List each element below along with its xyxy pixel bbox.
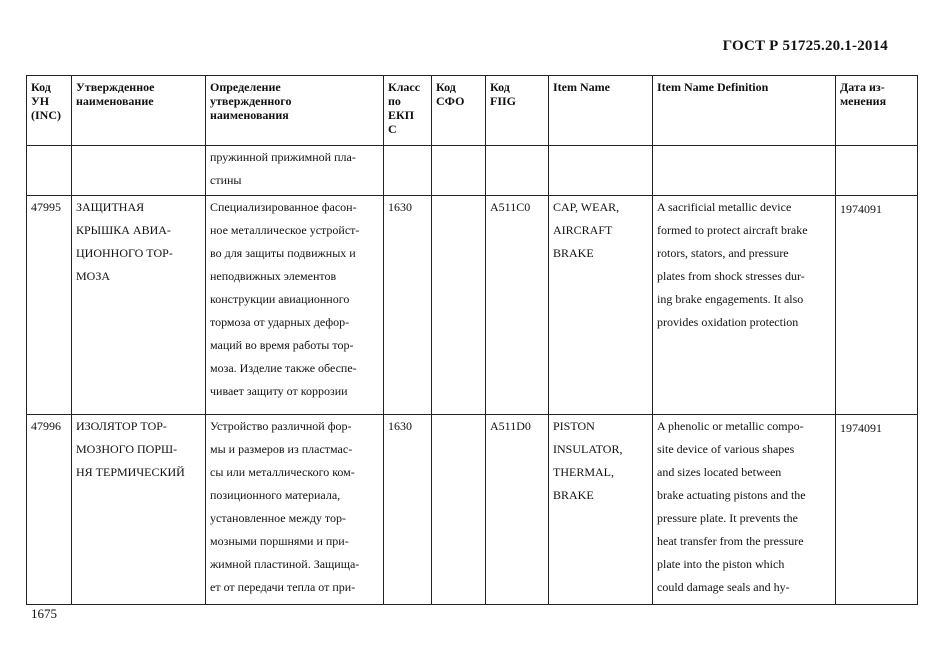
cell-item-definition-line: brake actuating pistons and the [657, 488, 806, 502]
column-header-line: УН [31, 94, 50, 108]
column-header-3 [384, 76, 432, 146]
cell-item-name [549, 146, 653, 196]
column-header-line: FIIG [490, 94, 517, 108]
cell-definition-line: тормоза от ударных дефор- [210, 315, 350, 329]
cell-date [836, 146, 918, 196]
column-header-8 [836, 76, 918, 146]
column-header-line: (INC) [31, 108, 61, 122]
cell-definition-line: неподвижных элементов [210, 269, 337, 283]
cell-fiig [486, 146, 549, 196]
cell-item-name-line: THERMAL, [553, 465, 614, 479]
cell-definition-line: маций во время работы тор- [210, 338, 354, 352]
column-header-line: Код [436, 80, 456, 94]
cell-name [72, 415, 206, 605]
cell-sfo [432, 146, 486, 196]
cell-inc: 47995 [27, 196, 72, 415]
cell-definition-line: мы и размеров из пластмас- [210, 442, 353, 456]
cell-name-line: КРЫШКА АВИА- [76, 223, 171, 237]
cell-item-definition-line: site device of various shapes [657, 442, 795, 456]
column-header-line: ЕКП [388, 108, 415, 122]
cell-fiig: A511C0 [486, 196, 549, 415]
column-header-line: менения [840, 94, 887, 108]
specification-table [26, 75, 918, 605]
cell-item-definition-line: pressure plate. It prevents the [657, 511, 798, 525]
cell-item-definition-line: A phenolic or metallic compo- [657, 419, 804, 433]
column-header-line: Код [490, 80, 510, 94]
cell-name-line: НЯ ТЕРМИЧЕСКИЙ [76, 465, 185, 479]
cell-definition-line: ное металлическое устройст- [210, 223, 360, 237]
column-header-line: наименование [76, 94, 154, 108]
column-header-2 [206, 76, 384, 146]
cell-item-definition-line: plate into the piston which [657, 557, 785, 571]
cell-class [384, 146, 432, 196]
cell-definition-line: установленное между тор- [210, 511, 347, 525]
column-header-line: утвержденного [210, 94, 292, 108]
cell-item-name-line: BRAKE [553, 246, 594, 260]
cell-definition-line: Специализированное фасон- [210, 200, 357, 214]
column-header-6 [549, 76, 653, 146]
cell-item-definition-line: rotors, stators, and pressure [657, 246, 789, 260]
cell-definition-line: моза. Изделие также обеспе- [210, 361, 357, 375]
cell-class: 1630 [384, 415, 432, 605]
cell-definition-line: сы или металлического ком- [210, 465, 355, 479]
cell-item-definition-line: provides oxidation protection [657, 315, 799, 329]
cell-name [72, 196, 206, 415]
column-header-line: Дата из- [840, 80, 885, 94]
cell-item-definition-line: and sizes located between [657, 465, 782, 479]
cell-item-name-line: INSULATOR, [553, 442, 623, 456]
cell-item-definition-line: formed to protect aircraft brake [657, 223, 808, 237]
cell-definition-line: ет от передачи тепла от при- [210, 580, 356, 594]
cell-inc [27, 146, 72, 196]
column-header-7 [653, 76, 836, 146]
cell-item-definition-line: heat transfer from the pressure [657, 534, 804, 548]
cell-name-line: МОЗНОГО ПОРШ- [76, 442, 178, 456]
definition-line: стины [210, 173, 242, 187]
cell-sfo [432, 196, 486, 415]
cell-definition-line: мозными поршнями и при- [210, 534, 349, 548]
cell-item-name-line: AIRCRAFT [553, 223, 613, 237]
table-row [27, 196, 918, 415]
cell-definition-line: во для защиты подвижных и [210, 246, 356, 260]
cell-item-definition-line: plates from shock stresses dur- [657, 269, 805, 283]
cell-definition-line: конструкции авиационного [210, 292, 350, 306]
cell-item-definition-line: could damage seals and hy- [657, 580, 790, 594]
cell-item-name-line: CAP, WEAR, [553, 200, 620, 214]
cell-class: 1630 [384, 196, 432, 415]
table-row [27, 415, 918, 605]
cell-item-definition-line: ing brake engagements. It also [657, 292, 804, 306]
cell-date: 1974091 [836, 196, 918, 415]
page-number: 1675 [31, 606, 57, 621]
cell-item-definition [653, 196, 836, 415]
definition-line: пружинной прижимной пла- [210, 150, 356, 164]
cell-definition-line: чивает защиту от коррозии [210, 384, 348, 398]
column-header-line: Утвержденное [76, 80, 155, 94]
cell-name-line: ИЗОЛЯТОР ТОР- [76, 419, 167, 433]
column-header-line: Item Name Definition [657, 80, 769, 94]
column-header-1 [72, 76, 206, 146]
cell-fiig: A511D0 [486, 415, 549, 605]
cell-item-definition [653, 415, 836, 605]
cell-definition [206, 196, 384, 415]
cell-item-definition [653, 146, 836, 196]
column-header-line: Класс [388, 80, 421, 94]
cell-inc: 47996 [27, 415, 72, 605]
cell-name-line: МОЗА [76, 269, 111, 283]
cell-item-name [549, 196, 653, 415]
cell-definition-line: позиционного материала, [210, 488, 341, 502]
column-header-line: наименования [210, 108, 289, 122]
cell-definition-line: Устройство различной фор- [210, 419, 352, 433]
document-standard-code: ГОСТ Р 51725.20.1-2014 [722, 38, 888, 54]
cell-item-definition-line: A sacrificial metallic device [657, 200, 792, 214]
cell-item-name [549, 415, 653, 605]
cell-item-name-line: BRAKE [553, 488, 594, 502]
cell-name [72, 146, 206, 196]
cell-sfo [432, 415, 486, 605]
table-header-row [27, 76, 918, 146]
cell-date: 1974091 [836, 415, 918, 605]
cell-definition [206, 415, 384, 605]
cell-name-line: ЦИОННОГО ТОР- [76, 246, 173, 260]
column-header-line: по [388, 94, 401, 108]
cell-item-name-line: PISTON [553, 419, 595, 433]
cell-definition [206, 146, 384, 196]
column-header-0 [27, 76, 72, 146]
column-header-line: Код [31, 80, 51, 94]
table-row-continuation [27, 146, 918, 196]
cell-name-line: ЗАЩИТНАЯ [76, 200, 145, 214]
column-header-line: С [388, 122, 397, 136]
column-header-5 [486, 76, 549, 146]
column-header-4 [432, 76, 486, 146]
column-header-line: Определение [210, 80, 281, 94]
column-header-line: СФО [436, 94, 465, 108]
column-header-line: Item Name [553, 80, 610, 94]
cell-definition-line: жимной пластиной. Защища- [210, 557, 360, 571]
